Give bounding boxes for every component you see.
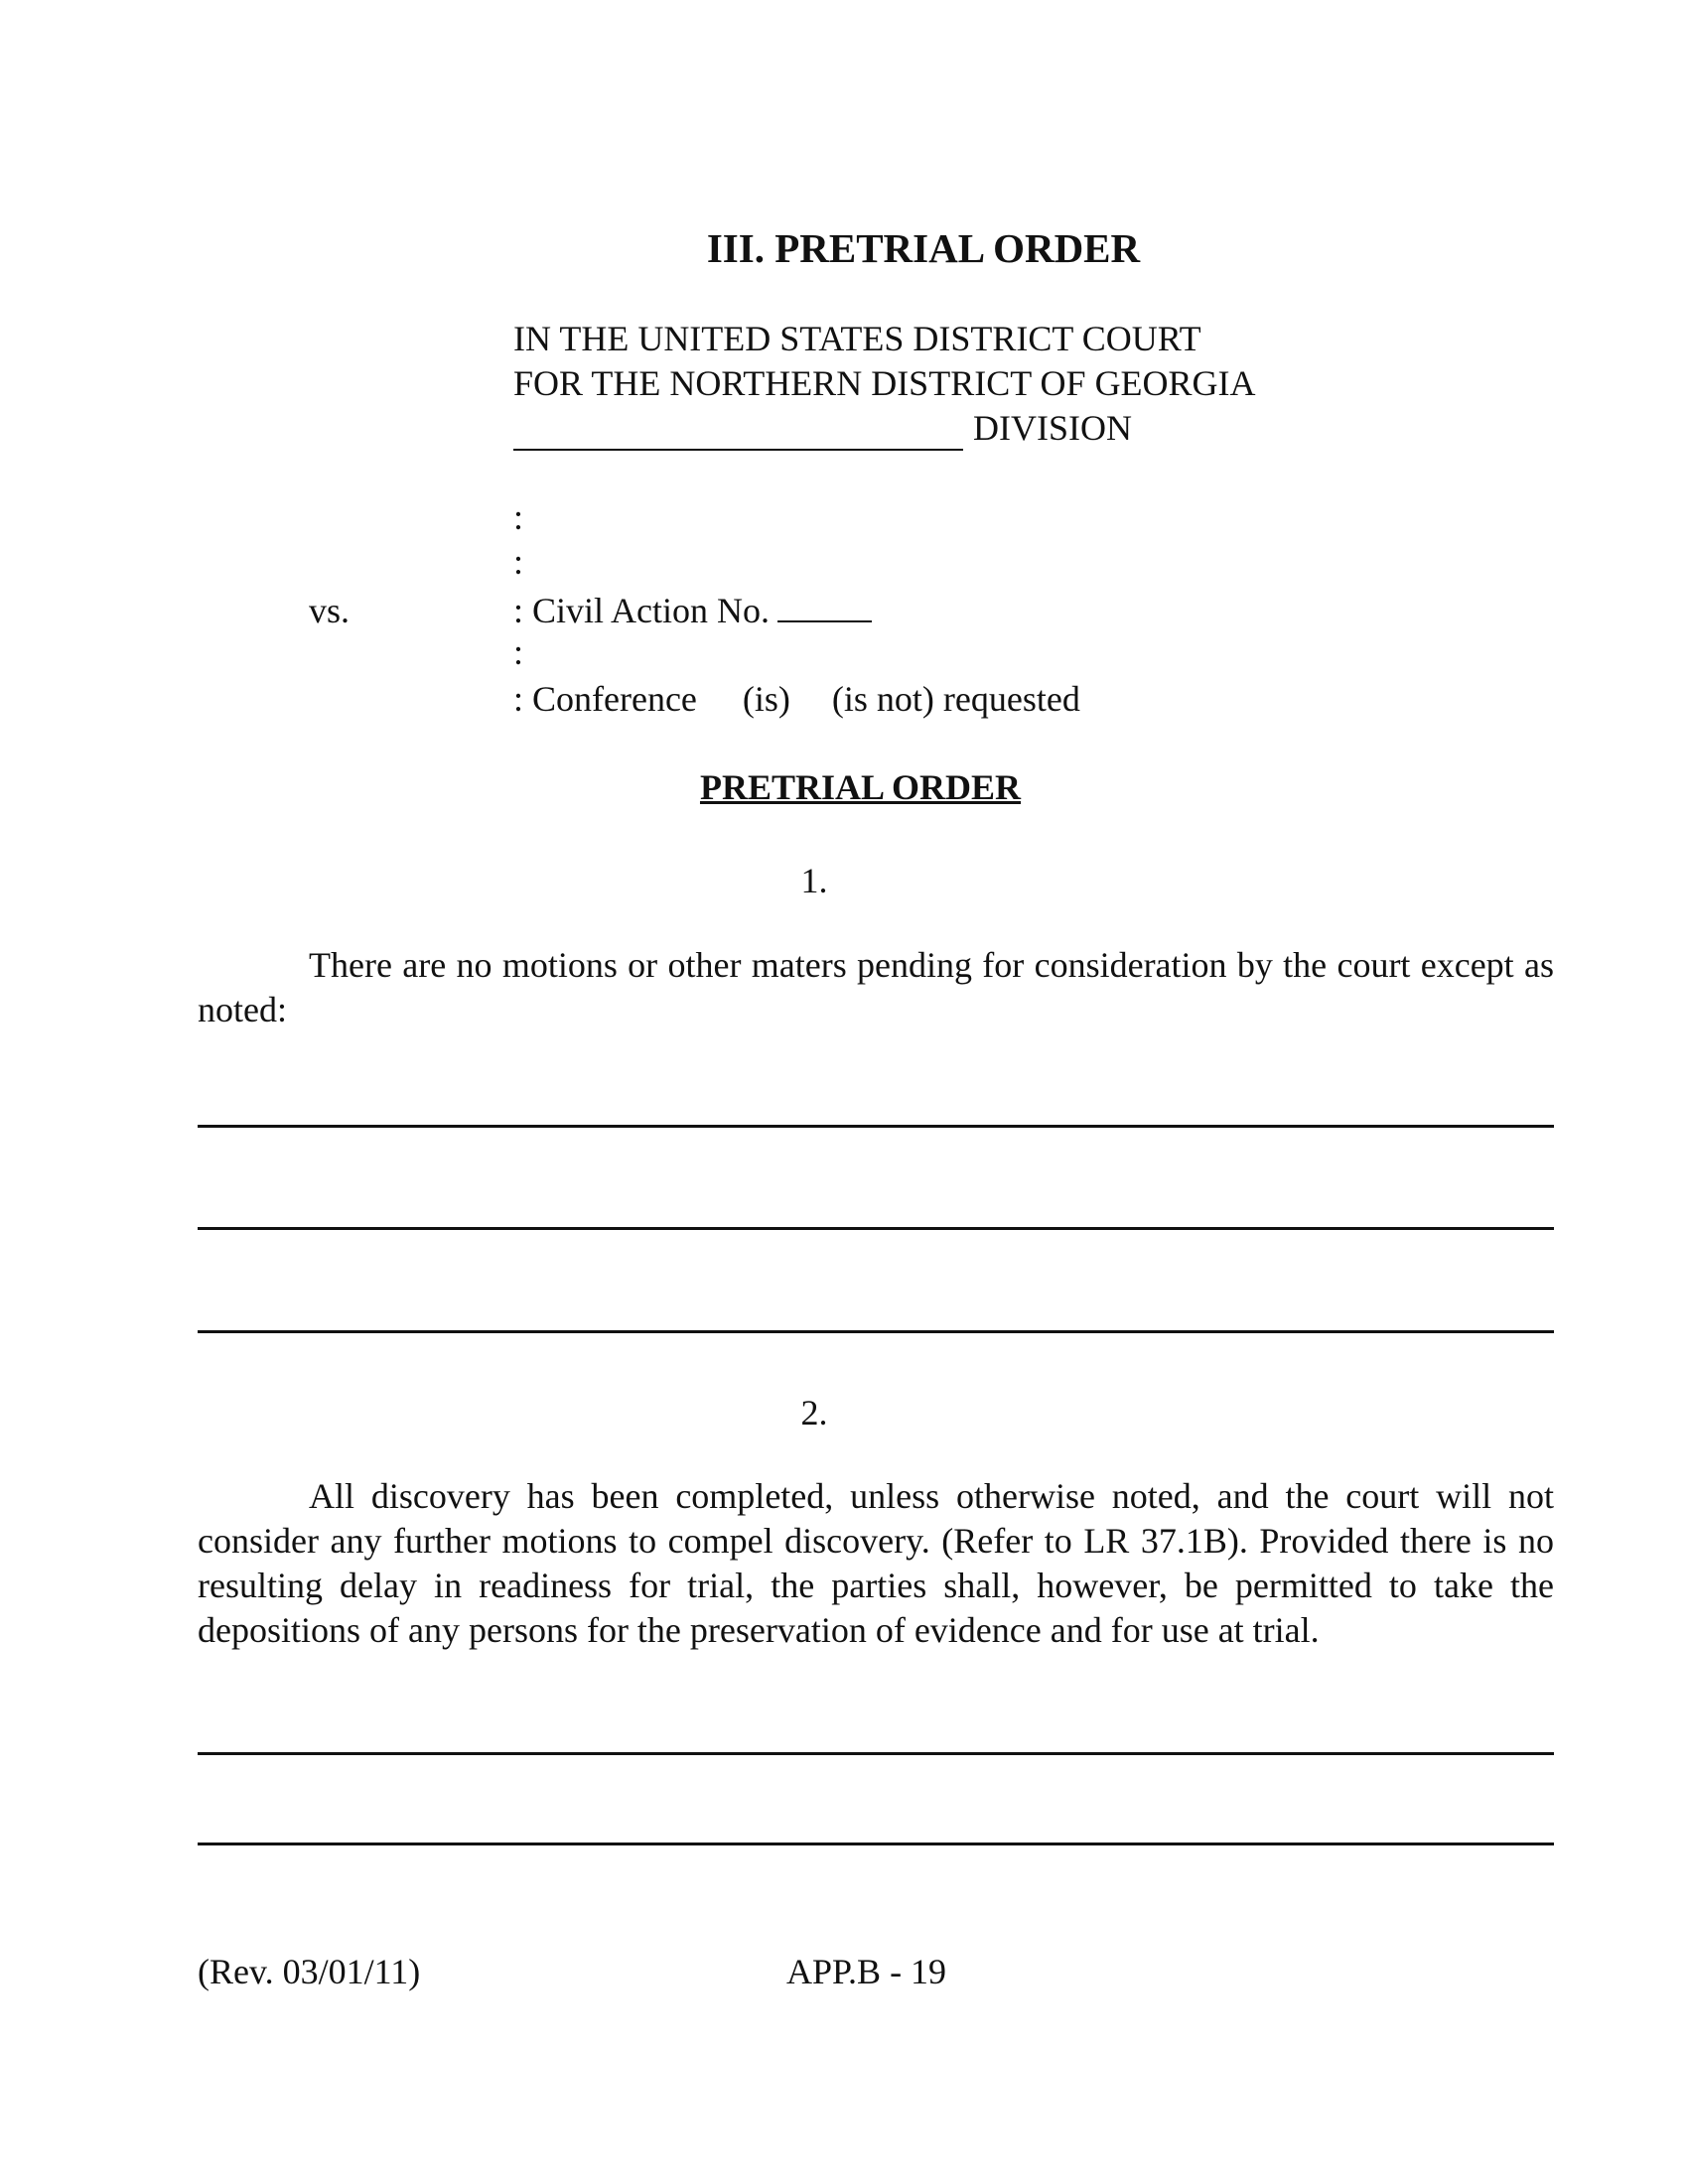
section-number-2: 2. (800, 1393, 828, 1433)
court-name-line-2: FOR THE NORTHERN DISTRICT OF GEORGIA (513, 363, 1256, 403)
conference-is-option[interactable]: (is) (742, 679, 790, 719)
answer-line-5[interactable] (198, 1843, 1554, 1845)
conference-is-not-option[interactable]: (is not) requested (831, 679, 1080, 719)
section-2-text (198, 1474, 1554, 1653)
order-title: PRETRIAL ORDER (699, 767, 1022, 807)
caption-colon: : (513, 497, 524, 537)
section-1-body: There are no motions or other maters pending for consideration by the court except as noted: (198, 945, 1554, 1029)
page-number: APP.B - 19 (786, 1952, 947, 1991)
conference-row (513, 678, 1080, 720)
section-1-text (198, 943, 1554, 1032)
civil-action-label: : Civil Action No. (513, 591, 771, 630)
section-2-body: All discovery has been completed, unless otherwise noted, and the court will not consider any further motions to compel discovery. (Refer to LR 37.1B). Provided there is no resulting delay in readiness for trial, the parties shall, however, be permitted to take the depositions of any persons for the preservation of evidence and for use at trial. (198, 1476, 1554, 1650)
civil-action-row (513, 590, 872, 631)
revision-date: (Rev. 03/01/11) (198, 1952, 421, 1991)
answer-line-2[interactable] (198, 1227, 1554, 1230)
caption-colon: : (513, 632, 524, 672)
division-label: DIVISION (973, 408, 1132, 448)
caption-colon: : (513, 542, 524, 582)
civil-action-number-blank[interactable] (777, 591, 872, 622)
versus-label: vs. (309, 591, 351, 630)
section-number-1: 1. (800, 861, 828, 900)
answer-line-3[interactable] (198, 1330, 1554, 1333)
court-name-line-1: IN THE UNITED STATES DISTRICT COURT (513, 319, 1201, 358)
conference-label: : Conference (513, 679, 697, 719)
section-heading: III. PRETRIAL ORDER (706, 225, 1141, 271)
answer-line-1[interactable] (198, 1125, 1554, 1128)
answer-line-4[interactable] (198, 1752, 1554, 1755)
division-blank[interactable] (513, 449, 963, 451)
